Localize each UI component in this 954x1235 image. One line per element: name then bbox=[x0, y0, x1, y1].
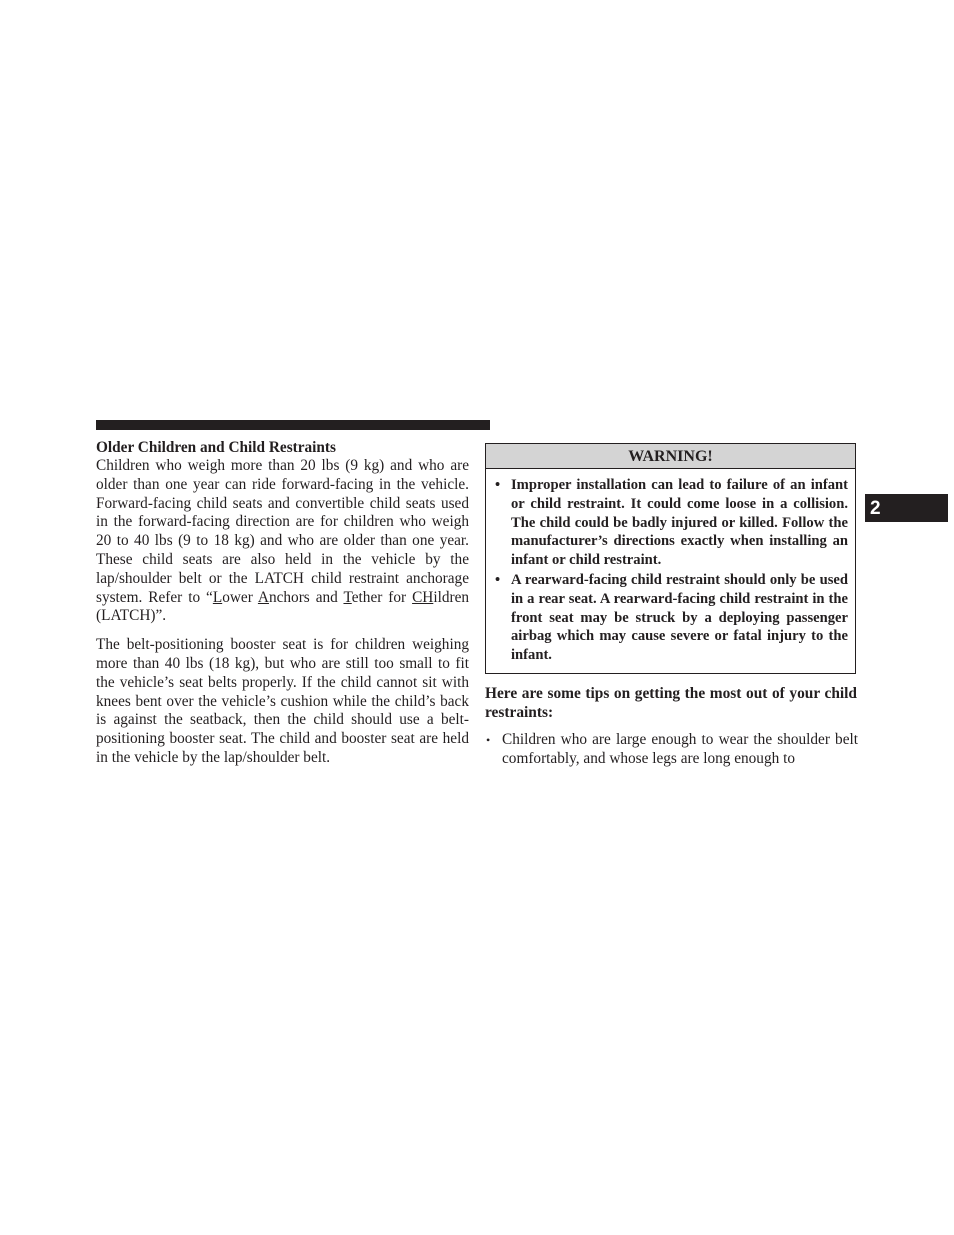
chapter-tab: 2 bbox=[865, 494, 948, 522]
warning-item: • Improper installation can lead to failure of an infant or child restraint. It could come loose in a collision. The child could be badly injured or killed. Follow the manufacturer’s directions exactly when installing an infant or child restraint. bbox=[495, 477, 848, 569]
warning-title: WARNING! bbox=[486, 444, 855, 469]
section-heading: Older Children and Child Restraints bbox=[96, 439, 336, 456]
list-item: • Children who are large enough to wear the shoulder belt comfortably, and whose legs are long enough to bbox=[486, 731, 858, 767]
left-column bbox=[96, 438, 469, 768]
warning-item: • A rearward-facing child restraint should only be used in a rear seat. A rearward-facing child restraint in the front seat may be struck by a deploying passenger airbag which may cause severe or fatal injury to the infant. bbox=[495, 571, 848, 664]
paragraph-booster-seat: The belt-positioning booster seat is for children weighing more than 40 lbs (18 kg), but who are still too small to fit the vehicle’s seat belts properly. If the child cannot sit with knees bent over the vehicle’s cushion while the child’s back is against the seatback, then the child should use a belt-positioning booster seat. The child and booster seat are held in the vehicle by the lap/shoulder belt. bbox=[96, 636, 469, 766]
paragraph-older-children: Children who weigh more than 20 lbs (9 kg) and who are older than one year can ride forward-facing in the vehicle. Forward-facing child seats and convertible child seats used in the forward-facing direction are for children who weigh 20 to 40 lbs (9 to 18 kg) and who are older than one year. These child seats are also held in the vehicle by the lap/shoulder belt or the LATCH child restraint anchorage system. Refer to “Lower Anchors and Tether for CHildren (LATCH)”. bbox=[96, 457, 470, 625]
bullet-icon: • bbox=[495, 477, 501, 493]
section-rule bbox=[96, 420, 490, 430]
bullet-icon: • bbox=[495, 571, 501, 588]
warning-box bbox=[485, 443, 856, 674]
tips-list bbox=[485, 731, 858, 769]
tips-heading: Here are some tips on getting the most out of your child restraints: bbox=[485, 685, 857, 721]
bullet-icon: • bbox=[486, 733, 491, 747]
warning-list bbox=[486, 469, 855, 673]
